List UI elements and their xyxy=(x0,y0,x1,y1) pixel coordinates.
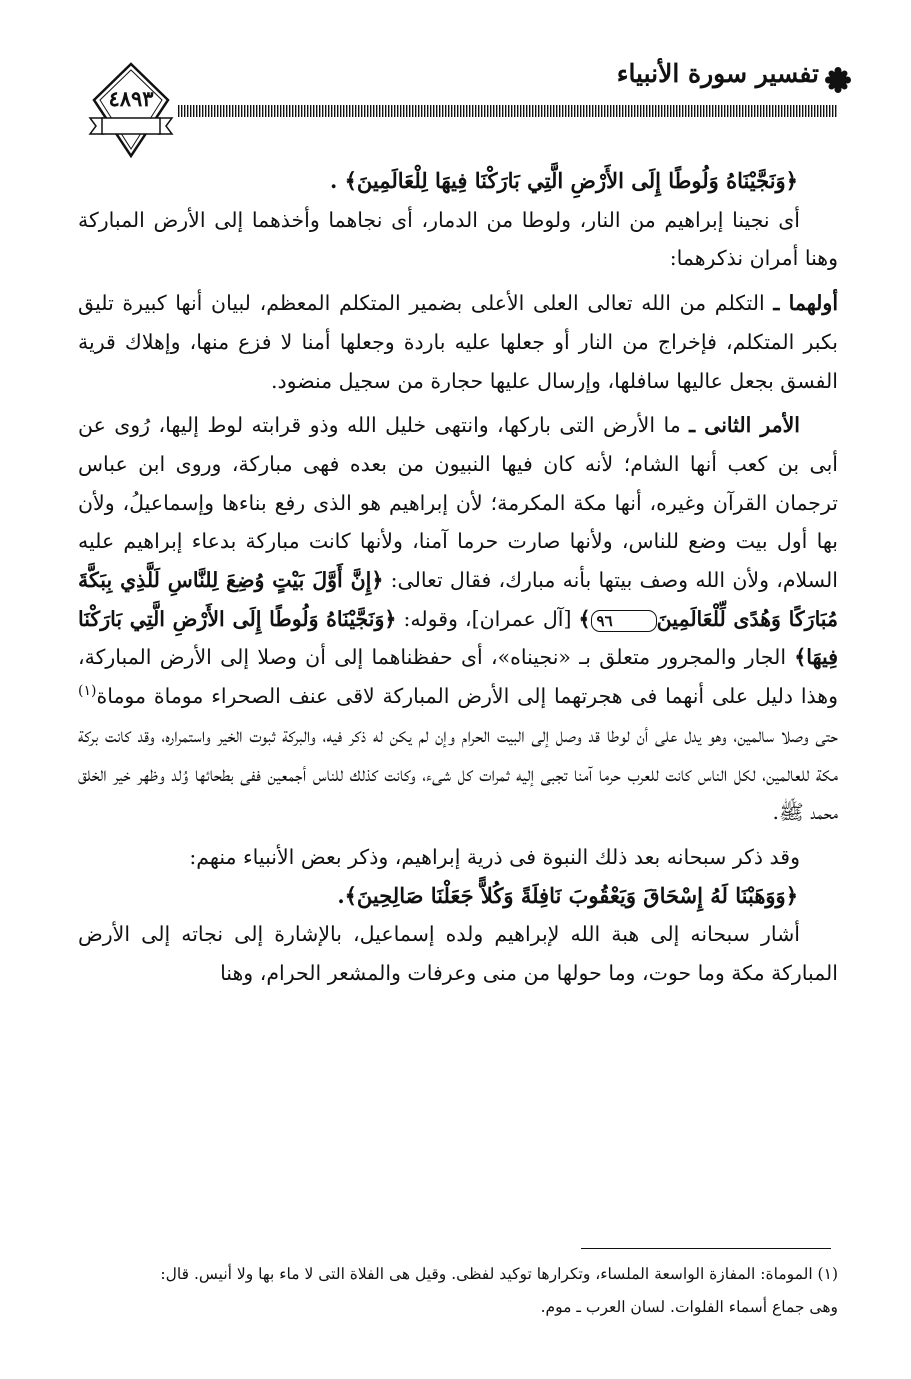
section-term: أولهما ـ xyxy=(773,291,839,316)
quran-verse-inline: ﴿إِنَّ أَوَّلَ بَيْتٍ وُضِعَ لِلنَّاسِ لَلَّذِي بِبَكَّةَ مُبَارَكًا وَهُدًى لِّلْعَالَمِينَ xyxy=(78,568,838,631)
quran-verse: ﴿وَوَهَبْنَا لَهُ إِسْحَاقَ وَيَعْقُوبَ نَافِلَةً وَكُلاًّ جَعَلْنَا صَالِحِينَ﴾. xyxy=(337,882,798,908)
footnote-line: وهى جماع أسماء الفلوات. لسان العرب ـ موم. xyxy=(540,1298,838,1316)
paragraph-text: ما الأرض التى باركها، وانتهى خليل الله وذو قرابته لوط إليها، رُوى عن أبى بن كعب أنها الشام؛ لأنه كان فيها النبيون من بعده فهى مباركة، وروى ابن عباس ترجمان القرآن وغيره، أنها مكة المكرمة؛ لأن إبراهيم هو الذى رفع بناءها وإسماعيلُ، ولأن بها أول بيت وضع للناس، ولأنها صارت حرما آمنا، ولأنها كانت مباركة بدعاء إبراهيم عليه السلام، ولأن الله وصف بيتها بأنه مبارك، فقال تعالى: xyxy=(78,413,838,593)
paragraph-text: حتى وصلا سالمين، وهو يدل على أن لوطا قد وصل إلى البيت الحرام وإن لم يكن له ذكر فيه، والبركة ثبوت الخير واستمراره، وقد كانت بركة مكة للعالمين، لكل الناس كانت للعرب حرما آمنا تجبى إليه ثمرات كل شىء، وكانت كذلك للناس أجمعين ففى بطحائها وُلد وظهر خير الخلق محمد ﷺ. xyxy=(78,722,838,825)
paragraph: أشار سبحانه إلى هبة الله لإبراهيم ولده إسماعيل، بالإشارة إلى نجاته إلى الأرض المباركة مكة وما حوت، وما حولها من منى وعرفات والمشعر الحرام، وهنا xyxy=(78,922,838,986)
paragraph: وقد ذكر سبحانه بعد ذلك النبوة فى ذرية إبراهيم، وذكر بعض الأنبياء منهم: xyxy=(189,844,800,869)
section-term: الأمر الثانى ـ xyxy=(689,413,801,438)
footnote-reference: (١) xyxy=(78,683,97,700)
paragraph-text: الجار والمجرور متعلق بـ «نجيناه»، أى حفظناهما إلى أن وصلا إلى الأرض المباركة، وهذا دليل على أنهما فى هجرتهما إلى الأرض المباركة لاقى عنف الصحراء موماة موماة xyxy=(78,645,838,709)
paragraph-text: التكلم من الله تعالى العلى الأعلى بضمير المتكلم المعظم، لبيان أنها كبيرة تليق بكبر المتكلم، فإخراج من النار أو جعلها عليه باردة وجعلها أمنا لا فزع منها، وإهلاك قرية الفسق بجعل عاليها سافلها، وإرسال عليها حجارة من سجيل منضود. xyxy=(78,291,838,393)
page-number: ٤٨٩٣ xyxy=(108,86,154,111)
paragraph: أى نجينا إبراهيم من النار، ولوطا من الدمار، أى نجاهما وأخذهما إلى الأرض المباركة وهنا أمران نذكرهما: xyxy=(78,207,838,271)
flower-ornament-icon xyxy=(825,67,851,93)
quran-verse-inline: ﴿وَنَجَّيْنَاهُ وَلُوطًا إِلَى الأَرْضِ الَّتِي بَارَكْنَا فِيهَا﴾ xyxy=(78,606,838,670)
footnote-line: (١) الموماة: المفازة الواسعة الملساء، وتكرارها توكيد لفظى. وقيل هى الفلاة التى لا ماء بها ولا أنيس. قال: xyxy=(160,1265,838,1283)
quran-verse: ﴿وَنَجَّيْنَاهُ وَلُوطًا إِلَى الأَرْضِ الَّتِي بَارَكْنَا فِيهَا لِلْعَالَمِينَ﴾ . xyxy=(330,168,798,193)
paragraph xyxy=(78,284,838,400)
header-rule xyxy=(178,105,838,117)
main-text xyxy=(78,162,838,993)
ayah-number: ٩٦ xyxy=(591,610,657,632)
footnotes xyxy=(78,1258,838,1324)
page-number-badge xyxy=(86,60,176,160)
footnote-divider xyxy=(581,1248,831,1249)
paragraph xyxy=(78,406,838,832)
page-header xyxy=(0,55,911,165)
running-title: تفسير سورة الأنبياء xyxy=(616,59,819,88)
verse-bracket: ﴾ xyxy=(578,606,591,631)
paragraph-text: [آل عمران]، وقوله: xyxy=(396,606,579,631)
